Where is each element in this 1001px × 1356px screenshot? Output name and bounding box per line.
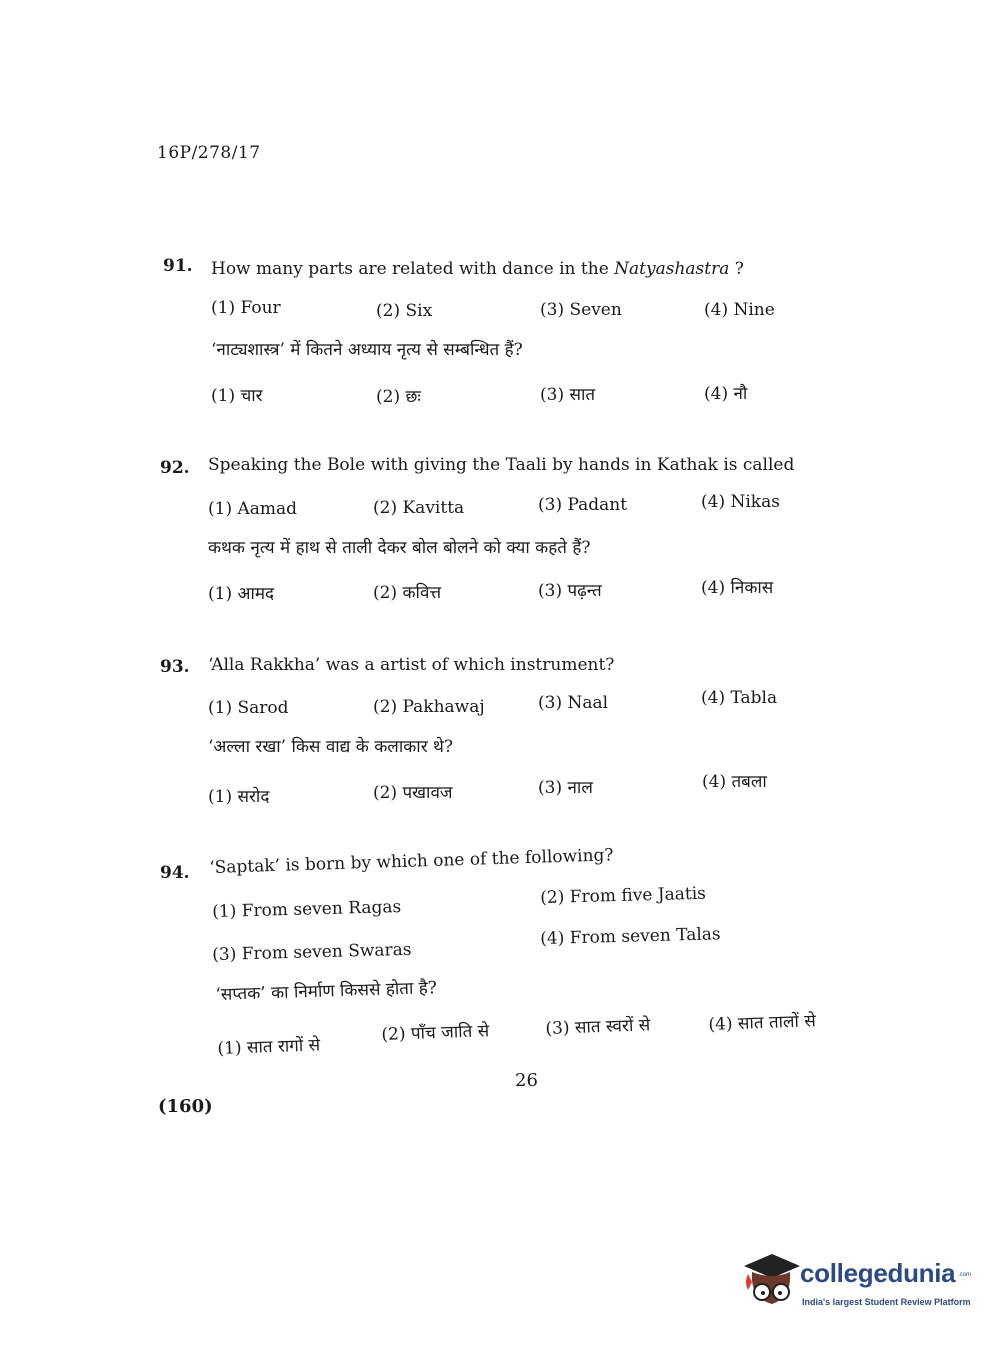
question-91-text-emphasis: Natyashastra [614, 259, 730, 279]
question-92-hindi-option-1: (1) आमद [208, 584, 275, 604]
question-91-number: 91. [163, 256, 193, 276]
question-94-option-4: (4) From seven Talas [540, 924, 721, 949]
question-94-option-1: (1) From seven Ragas [212, 897, 402, 922]
question-94-text: ‘Saptak’ is born by which one of the following? [209, 845, 614, 878]
paper-code: 16P/278/17 [157, 143, 261, 163]
question-91-hindi-text: ‘नाट्यशास्त्र’ में कितने अध्याय नृत्य से सम्बन्धित हैं? [211, 340, 523, 360]
question-91-hindi-option-1: (1) चार [211, 386, 263, 406]
question-93-hindi-option-3: (3) नाल [538, 778, 593, 798]
bottom-marker: (160) [158, 1096, 213, 1117]
question-92-option-3: (3) Padant [538, 495, 628, 515]
question-92-hindi-option-4: (4) निकास [701, 578, 774, 598]
question-92-hindi-text: कथक नृत्य में हाथ से ताली देकर बोल बोलने को क्या कहते हैं? [208, 538, 591, 558]
question-94-option-3: (3) From seven Swaras [212, 939, 412, 965]
question-91-option-2: (2) Six [376, 301, 433, 321]
question-91-option-3: (3) Seven [540, 300, 622, 320]
page-number: 26 [515, 1070, 538, 1091]
question-93-option-3: (3) Naal [538, 693, 609, 713]
question-94-number: 94. [160, 863, 190, 883]
question-93-option-4: (4) Tabla [701, 688, 778, 708]
question-92-text: Speaking the Bole with giving the Taali by hands in Kathak is called [208, 455, 795, 475]
question-93-hindi-text: ‘अल्ला रखा’ किस वाद्य के कलाकार थे? [208, 737, 454, 757]
question-93-option-2: (2) Pakhawaj [373, 697, 485, 717]
question-91-text [211, 259, 744, 279]
question-93-hindi-option-4: (4) तबला [702, 772, 767, 792]
question-93-number: 93. [160, 657, 190, 677]
question-94-hindi-option-1: (1) सात रागों से [217, 1035, 321, 1059]
question-94-hindi-option-3: (3) सात स्वरों से [545, 1015, 651, 1039]
question-91-hindi-option-4: (4) नौ [704, 384, 748, 404]
brand-name: collegedunia [800, 1258, 956, 1288]
question-92-option-2: (2) Kavitta [373, 498, 465, 518]
question-91-text-post: ? [729, 259, 744, 279]
question-93-option-1: (1) Sarod [208, 698, 289, 718]
question-91-text-pre: How many parts are related with dance in the [211, 259, 615, 279]
question-93-hindi-option-1: (1) सरोद [208, 787, 270, 807]
question-92-option-4: (4) Nikas [701, 492, 780, 512]
question-92-option-1: (1) Aamad [208, 499, 298, 519]
question-94-hindi-option-4: (4) सात तालों से [708, 1011, 817, 1035]
graduate-mascot-icon [742, 1252, 802, 1314]
brand-suffix: .com [958, 1272, 972, 1278]
question-92-number: 92. [160, 458, 190, 478]
question-93-text: ‘Alla Rakkha’ was a artist of which instrument? [208, 655, 615, 675]
question-92-hindi-option-2: (2) कवित्त [373, 583, 442, 603]
question-91-hindi-option-2: (2) छः [376, 387, 421, 407]
question-94-option-2: (2) From five Jaatis [540, 883, 707, 908]
question-91-option-4: (4) Nine [704, 300, 775, 320]
question-94-hindi-text: ‘सप्तक’ का निर्माण किससे होता है? [215, 978, 438, 1005]
question-94-hindi-option-2: (2) पाँच जाति से [381, 1021, 490, 1045]
question-93-hindi-option-2: (2) पखावज [373, 783, 453, 803]
brand-tagline: India's largest Student Review Platform [802, 1297, 971, 1307]
question-91-option-1: (1) Four [211, 298, 281, 318]
question-92-hindi-option-3: (3) पढ़न्त [538, 581, 602, 601]
question-91-hindi-option-3: (3) सात [540, 385, 596, 405]
